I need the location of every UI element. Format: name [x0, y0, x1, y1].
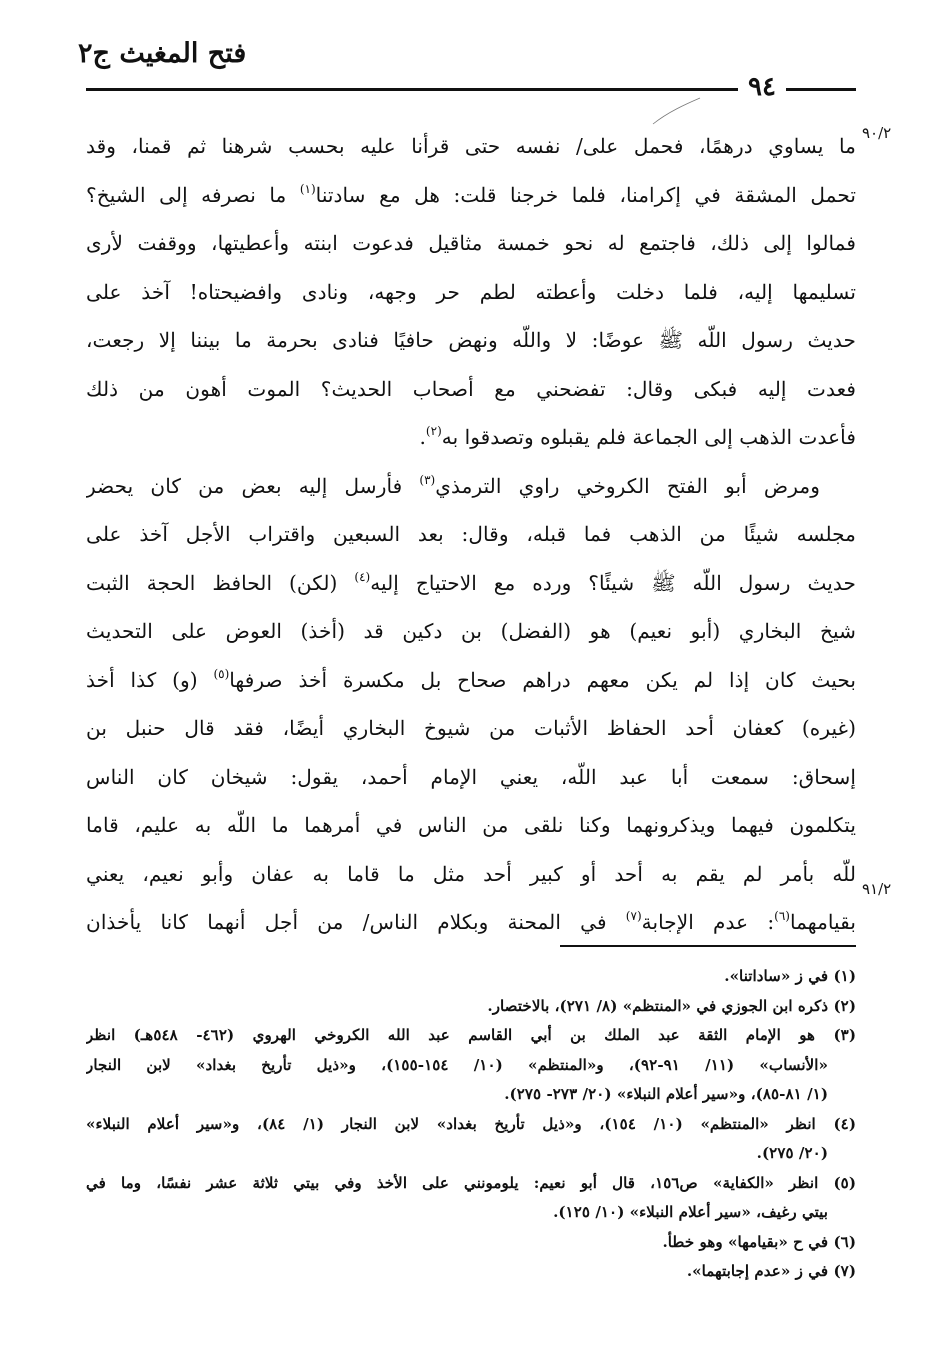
- text-line: [86, 898, 856, 947]
- text-line: [86, 268, 856, 317]
- text-span: (لكن) الحافظ الحجة الثبت: [86, 570, 355, 595]
- text-span: فأرسل إليه بعض من كان يحضر: [86, 473, 420, 498]
- margin-ref: ٩٠/٢: [862, 124, 892, 142]
- footnote-line: (٥) انظر «الكفاية» ص١٥٦، قال أبو نعيم: يلومونني على الأخذ وفي بيتي ثلاثة عشر نفسًا، وما في: [86, 1173, 856, 1192]
- footnote-line: (١) في ز «ساداتنا».: [724, 967, 856, 985]
- main-text: [86, 122, 856, 947]
- text-span: (غيره) كعفان أحد الحفاظ الأثبات من شيوخ البخاري أيضًا، فقد قال حنبل بن: [86, 716, 856, 740]
- text-line: [86, 122, 856, 171]
- footnote-marker: (٦): [774, 909, 790, 923]
- text-line: [86, 850, 856, 899]
- text-line: [86, 171, 856, 220]
- footnote-line: «الأنساب» (١١/ ٩١-٩٢)، و«المنتظم» (١٠/ ١٥٤-١٥٥)، و«ذيل تأريخ بغداد» لابن النجار: [86, 1055, 828, 1074]
- footnote-line: (٦) في ح «بقيامها» وهو خطأ.: [662, 1232, 856, 1251]
- text-span: .: [419, 425, 426, 449]
- text-line: [86, 559, 856, 608]
- text-line: [86, 510, 856, 559]
- footnote-line: (٢) ذكره ابن الجوزي في «المنتظم» (٨/ ٢٧١)، بالاختصار.: [487, 996, 856, 1015]
- footnote-marker: (٣): [419, 472, 436, 487]
- footnote-line: (٤) انظر «المنتظم» (١٠/ ١٥٤)، و«ذيل تأريخ بغداد» لابن النجار (١/ ٨٤)، و«سير أعلام النبلاء»: [86, 1114, 856, 1133]
- text-span: فعدت إليه فبكى وقال: تفضحني مع أصحاب الحديث؟ الموت أهون من ذلك: [86, 376, 856, 401]
- text-line: [86, 462, 856, 511]
- text-span: ومرض أبو الفتح الكروخي راوي الترمذي: [435, 473, 820, 498]
- page-number: ٩٤: [738, 72, 786, 102]
- text-line: [86, 365, 856, 414]
- margin-ref: ٩١/٢: [862, 880, 892, 898]
- text-line: [86, 219, 856, 268]
- text-span: : عدم الإجابة: [641, 910, 775, 934]
- text-span: ما نصرفه إلى الشيخ؟: [86, 182, 300, 207]
- text-span: شيخ البخاري (أبو نعيم) هو (الفضل) بن دكين قد (أخذ) العوض على التحديث: [86, 619, 856, 643]
- text-span: في المحنة وبكلام الناس/ من أجل أنهما كانا يأخذان: [86, 910, 626, 934]
- text-span: إسحاق: سمعت أبا عبد اللّه، يعني الإمام أحمد، يقول: شيخان كان الناس: [86, 764, 856, 789]
- text-span: مجلسه شيئًا من الذهب فما قبله، وقال: بعد السبعين واقتراب الأجل آخذ على: [86, 522, 856, 546]
- text-span: بقيامهما: [789, 910, 856, 934]
- footnote-line: (٢٠/ ٢٧٥).: [756, 1144, 828, 1162]
- text-line: [86, 316, 856, 365]
- footnote-rule: [560, 945, 856, 947]
- text-span: ما يساوي درهمًا، فحمل على/ نفسه حتى قرأنا عليه بحسب شرهنا ثم قمنا، وقد: [86, 134, 856, 158]
- footnote-marker: (١): [299, 181, 316, 196]
- text-line: [86, 656, 856, 705]
- text-line: [86, 801, 856, 850]
- text-line: [86, 753, 856, 802]
- text-line: [86, 704, 856, 753]
- text-span: تسليمها إليه، فلما دخلت وأعطته لطم حر وجهه، ونادى وافضيحتاه! آخذ على: [86, 279, 856, 304]
- footnote-marker: (٧): [625, 909, 642, 923]
- footnotes: [86, 962, 856, 1287]
- text-span: فأعدت الذهب إلى الجماعة فلم يقبلوه وتصدقوا به: [441, 425, 856, 449]
- text-line: [86, 607, 856, 656]
- text-span: بحيث كان إذا لم يكن معهم دراهم صحاح بل مكسرة أخذ صرفها: [229, 667, 856, 692]
- footnote-marker: (٥): [213, 666, 230, 681]
- footnote-line: (٣) هو الإمام الثقة عبد الملك بن أبي القاسم عبد الله الكروخي الهروي (٤٦٢- ٥٤٨هـ) انظر: [86, 1026, 856, 1044]
- footnote-line: (٧) في ز «عدم إجابتهما».: [686, 1262, 856, 1280]
- footnote-marker: (٢): [425, 424, 442, 438]
- text-span: حديث رسول اللّه ﷺ شيئًا؟ ورده مع الاحتياج إليه: [370, 570, 856, 595]
- text-span: للّه بأمر لم يقم به أحد أو كبير أحد مثل ما قاما به عفان وأبو نعيم، يعني: [86, 861, 856, 886]
- footnote-line: بيتي رغيف، «سير أعلام النبلاء» (١٠/ ١٢٥).: [553, 1203, 828, 1221]
- text-span: يتكلمون فيهما ويذكرونهما وكنا نلقى من الناس في أمرهما ما اللّه به عليم، قاما: [86, 813, 856, 837]
- text-span: تحمل المشقة في إكرامنا، فلما خرجنا قلت: هل مع سادتنا: [315, 182, 856, 207]
- footnote-marker: (٤): [354, 569, 371, 584]
- text-span: فمالوا إلى ذلك، فاجتمع له نحو خمسة مثاقيل فدعوت ابنته وأعطيتها، ووقفت لأرى: [86, 231, 856, 255]
- text-span: حديث رسول اللّه ﷺ عوضًا: لا واللّه ونهض حافيًا فنادى بحرمة ما بيننا إلا رجعت،: [86, 328, 856, 352]
- text-line: [86, 413, 856, 462]
- text-span: (و) كذا أخذ: [86, 667, 214, 692]
- footnote-line: (١/ ٨١-٨٥)، و«سير أعلام النبلاء» (٢٠/ ٢٧٣- ٢٧٥).: [504, 1085, 828, 1103]
- book-title: فتح المغيث ج٢: [78, 38, 247, 69]
